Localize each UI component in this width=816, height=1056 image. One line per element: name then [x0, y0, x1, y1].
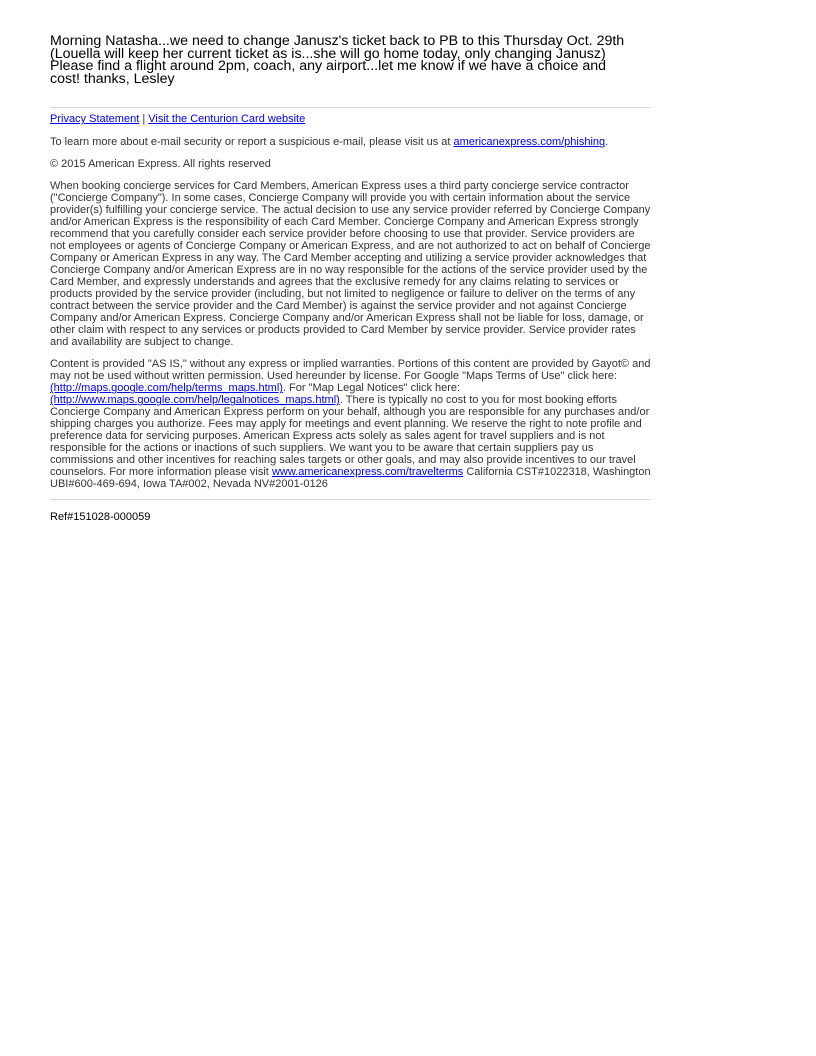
email-body [50, 35, 651, 524]
concierge-disclaimer: When booking concierge services for Card Members, American Express uses a third party concierge service contractor ("Concierge Company"). In some cases, Concierge Company will provide you with certain information about the service provider(s) fulfilling your concierge service. The actual decision to use any service provider referred by Concierge Company and/or American Express is the responsibility of each Card Member. Concierge Company and American Express strongly recommend that you carefully consider each service provider before choosing to use that provider. Service providers are not employees or agents of Concierge Company or American Express, and are not authorized to act on behalf of Concierge Company or American Express in any way. The Card Member accepting and utilizing a service provider acknowledges that Concierge Company and/or American Express are in no way responsible for the actions of the service provider used by the Card Member, and expressly understands and agrees that the exclusive remedy for any claims relating to services or products provided by the service provider (including, but not limited to negligence or failure to deliver on the terms of any contract between the service provider and the Card Member) is against the service provider and not against Concierge Company and/or American Express. Concierge Company and/or American Express shall not be liable for loss, damage, or other claim with respect to any services or products provided to Card Member by service provider. Service provider rates and availability are subject to change. [50, 180, 651, 349]
message-line: Please find a flight around 2pm, coach, any airport...let me know if we have a choice and [50, 58, 606, 75]
centurion-card-link[interactable]: Visit the Centurion Card website [148, 113, 306, 126]
divider [50, 499, 651, 500]
phishing-text: To learn more about e-mail security or report a suspicious e-mail, please visit us at [50, 136, 454, 149]
link-separator: | [139, 113, 149, 126]
message-line: cost! thanks, Lesley [50, 70, 175, 87]
footer-links [50, 113, 651, 126]
message-text [50, 35, 651, 85]
message-line: Morning Natasha...we need to change Janusz's ticket back to PB to this Thursday Oct. 29th [50, 33, 625, 49]
reference-number: Ref#151028-000059 [50, 511, 151, 524]
content-text: California CST#1022318, Washington UBI#600-469-694, Iowa TA#002, Nevada NV#2001-0126 [50, 466, 651, 491]
content-disclaimer [50, 358, 651, 490]
map-legal-notices-link[interactable]: (http://www.maps.google.com/help/legalnotices_maps.html) [50, 394, 340, 407]
content-text: . For "Map Legal Notices" click here: [282, 382, 461, 395]
privacy-statement-link[interactable]: Privacy Statement [50, 113, 140, 126]
divider [50, 107, 651, 108]
phishing-period: . [605, 136, 609, 149]
content-text: . There is typically no cost to you for most booking efforts Concierge Company and American Express perform on your behalf, although you are responsible for any purchases and/or shipping charges you authorize. Fees may apply for meetings and event planning. We reserve the right to note profile and preference data for servicing purposes. American Express acts solely as sales agent for travel suppliers and is not responsible for the actions or inactions of such suppliers. We want you to be aware that certain suppliers pay us commissions and other incentives for reaching sales targets or other goals, and may also provide incentives to our travel counselors. For more information please visit [50, 394, 650, 479]
travelterms-link[interactable]: www.americanexpress.com/travelterms [271, 466, 464, 479]
phishing-notice [50, 136, 651, 148]
copyright-text: © 2015 American Express. All rights reserved [50, 158, 271, 171]
content-text: Content is provided "AS IS," without any express or implied warranties. Portions of this content are provided by Gayot© and may not be used without written permission. Used hereunder by license. For Google "Maps Terms of Use" click here: [50, 358, 651, 383]
phishing-link[interactable]: americanexpress.com/phishing [453, 136, 606, 149]
maps-terms-link[interactable]: (http://maps.google.com/help/terms_maps.html) [50, 382, 283, 395]
message-line: (Louella will keep her current ticket as is...she will go home today, only changing Janusz) [50, 45, 606, 62]
